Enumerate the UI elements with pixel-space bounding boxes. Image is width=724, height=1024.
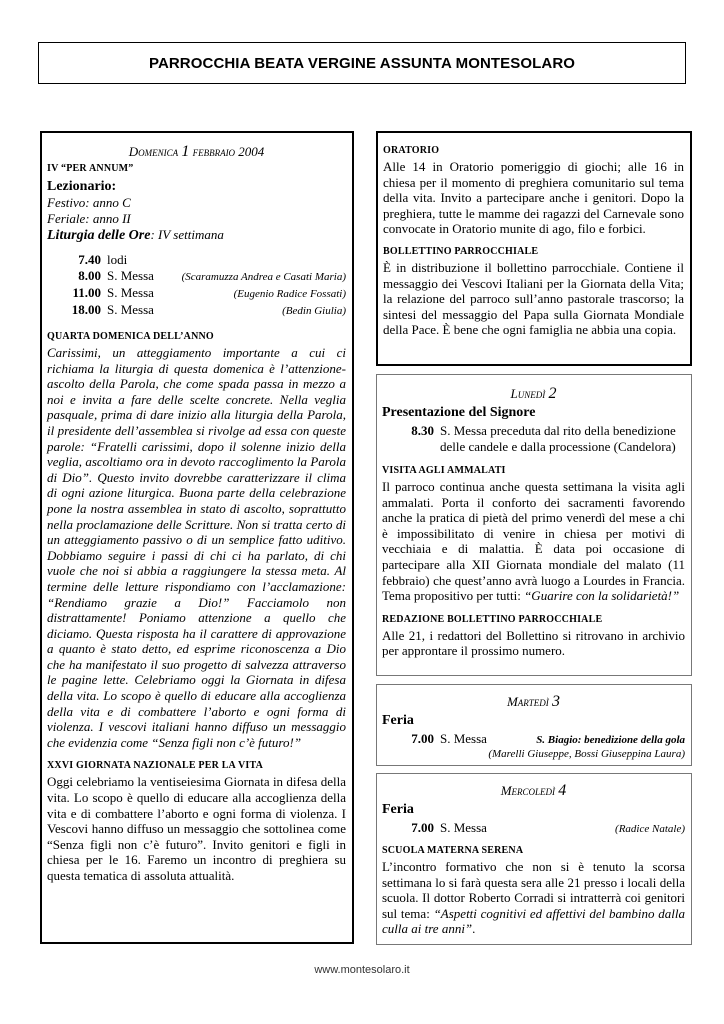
oratorio-box xyxy=(376,131,692,366)
feria-label: Feria xyxy=(382,713,414,728)
lezionario: Lezionario: Festivo: anno C Feriale: anno II Liturgia delle Ore: IV settimana xyxy=(47,179,224,243)
day-heading: Lunedì 2 xyxy=(510,385,557,402)
mass-row: 18.00 S. Messa (Bedin Giulia) xyxy=(71,302,346,317)
section-title-oratorio: ORATORIO xyxy=(383,145,440,156)
section-title-giornata: XXVI GIORNATA NAZIONALE PER LA VITA xyxy=(47,760,264,772)
sunday-label: IV “PER ANNUM” xyxy=(47,163,134,174)
mass-row: 8.00 S. Messa (Scaramuzza Andrea e Casati Maria) xyxy=(78,268,346,283)
day-heading: Domenica 1 febbraio 2004 xyxy=(128,143,265,160)
footer-url: www.montesolaro.it xyxy=(314,964,410,976)
oratorio-text: Alle 14 in Oratorio pomeriggio di giochi; alle 16 in chiesa per il momento di preghiera comunitario sul tema della vita. Invito a partecipare anche i genitori. Dopo la preghiera, tutte le mamme dei ragazzi del Carnevale sono convocate in Oratorio munite di ago, filo e forbici. xyxy=(383,159,684,237)
martedi-box xyxy=(376,684,692,766)
day-heading: Mercoledì 4 xyxy=(500,782,567,799)
quarta-text: Carissimi, un atteggiamento importante a cui ci richiama la liturgia di questa domenica è l’attenzione-ascolto della Parola, che come spada passa in mezzo a noi e invita a fare delle scelte concrete. Nella veglia pasquale, prima di dare inizio alla liturgia della Parola, il presidente dell’assemblea si rivolge ad essa con queste parole: “Fratelli carissimi, dopo il solenne inizio della veglia, ascoltiamo ora in devoto raccoglimento la Parola di Dio”. Questo invito dovrebbe caratterizzare il clima di ogni azione liturgica. Buona parte della celebrazione pone la nostra assemblea in stato di ascolto, soprattutto nella proclamazione delle Scritture. Non si tratta certo di un atteggiamento passivo o di un semplice fatto uditivo. Dobbiamo seguire i passi di chi ci ha parlato, di chi vuole che noi si abbia a raggiungere la stessa meta. Al termine delle letture rispondiamo con l’acclamazione: “Rendiamo grazie a Dio!” Facciamolo non distrattamente! Poniamo attenzione a quello che diciamo. Questa risposta ha il carattere di approvazione a quanto è stato detto, ed esprime riconoscenza a Dio che ha manifestato il suo progetto di salvezza attraverso le pagine lette. Celebriamo oggi la Giornata in difesa della vita. Lo scopo è quello di educare alla accoglienza della vita e di combattere l’aborto e ogni forma di violenza. I vescovi italiani hanno diffuso un messaggio che evidenzia come “Senza figli non c’è futuro!” xyxy=(47,345,346,750)
feast-title: Presentazione del Signore xyxy=(382,405,536,420)
visita-text: Il parroco continua anche questa settimana la visita agli ammalati. Porta il conforto dei sacramenti favorendo anche la pratica di pietà del primo venerdì del mese a chi è impossibilitato di venire in chiesa per motivi di vecchiaia e di malattia. È data poi occasione di partecipare alla XII Giornata mondiale del malato (11 febbraio) che quest’anno avrà luogo a Lourdes in Francia. Tema propositivo per tutti: “Guarire con la solidarietà!” xyxy=(382,479,685,604)
giornata-text: Oggi celebriamo la ventiseiesima Giornata in difesa della vita. Lo scopo è quello di educare alla accoglienza della vita e di combattere l’aborto e ogni forma di violenza. I Vescovi hanno diffuso un messaggio che sottolinea come “Senza figli non c’è futuro”. Invito genitori e figli in chiesa per le 16. Faremo un incontro di preghiera su questa tematica di assoluta attualità. xyxy=(47,774,346,883)
sunday-box xyxy=(40,131,354,944)
page-title: PARROCCHIA BEATA VERGINE ASSUNTA MONTESOLARO xyxy=(38,42,686,84)
mass-row: 11.00 S. Messa (Eugenio Radice Fossati) xyxy=(72,285,346,300)
mass-row: 7.00 S. Messa S. Biagio: benedizione della gola xyxy=(411,731,685,746)
section-title-visita: VISITA AGLI AMMALATI xyxy=(382,465,506,476)
mercoledi-box xyxy=(376,773,692,945)
mass-schedule xyxy=(47,252,346,319)
lunedi-box xyxy=(376,374,692,676)
redazione-text: Alle 21, i redattori del Bollettino si ritrovano in archivio per approntare il prossimo numero. xyxy=(382,627,685,659)
section-title-bollettino: BOLLETTINO PARROCCHIALE xyxy=(383,245,539,257)
mass-row: 7.00 S. Messa (Radice Natale) xyxy=(411,820,685,835)
mass-row: 7.40 lodi xyxy=(78,252,128,267)
section-title-redazione: REDAZIONE BOLLETTINO PARROCCHIALE xyxy=(382,613,603,625)
day-heading: Martedì 3 xyxy=(506,693,561,710)
mass-row: 8.30 S. Messa preceduta dal rito della benedizione delle candele e dalla processione (Candelora) xyxy=(411,423,676,454)
feria-label: Feria xyxy=(382,802,414,817)
mass-names: (Marelli Giuseppe, Bossi Giuseppina Laura) xyxy=(488,748,685,760)
section-title-quarta: QUARTA DOMENICA DELL’ANNO xyxy=(47,331,214,342)
scuola-text: L’incontro formativo che non si è tenuto la scorsa settimana lo si farà questa sera alle 21 presso i locali della scuola. Il dottor Roberto Corradi si intratterrà coi genitori sul tema: “Aspetti cognitivi ed affettivi del bambino dalla culla ai tre anni”. xyxy=(382,859,685,937)
bollettino-text: È in distribuzione il bollettino parrocchiale. Contiene il messaggio dei Vescovi Italiani per la Giornata della Vita; la relazione del parroco sull’anno pastorale trascorso; la sintesi del messaggio del Papa sulla Giornata Mondiale della Pace. È bene che ogni famiglia ne abbia una copia. xyxy=(383,259,684,338)
section-title-scuola: SCUOLA MATERNA SERENA xyxy=(382,845,524,856)
